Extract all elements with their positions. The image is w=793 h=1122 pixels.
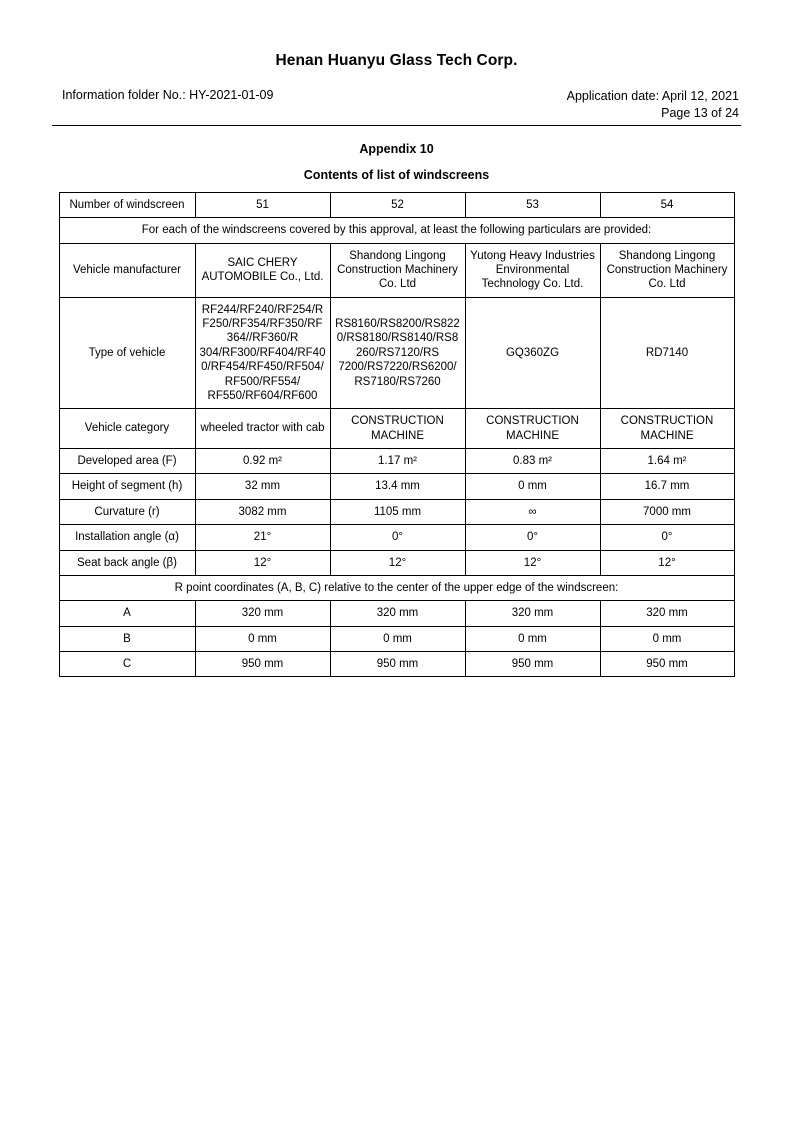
r-point-c-2: 950 mm (330, 652, 465, 677)
table-row (59, 550, 734, 575)
curvature-4: 7000 mm (600, 499, 734, 524)
windscreen-number-3: 53 (465, 192, 600, 217)
installation-angle-2: 0° (330, 525, 465, 550)
r-point-c-4: 950 mm (600, 652, 734, 677)
row-label-height-of-segment: Height of segment (h) (59, 474, 195, 499)
row-label-r-point-a: A (59, 601, 195, 626)
height-of-segment-1: 32 mm (195, 474, 330, 499)
table-row (59, 652, 734, 677)
row-label-vehicle-manufacturer: Vehicle manufacturer (59, 243, 195, 297)
table-row (59, 601, 734, 626)
row-label-r-point-b: B (59, 626, 195, 651)
vehicle-manufacturer-1: SAIC CHERY AUTOMOBILE Co., Ltd. (195, 243, 330, 297)
row-label-r-point-c: C (59, 652, 195, 677)
row-label-installation-angle: Installation angle (α) (59, 525, 195, 550)
r-point-b-4: 0 mm (600, 626, 734, 651)
table-row (59, 474, 734, 499)
seat-back-angle-4: 12° (600, 550, 734, 575)
company-title: Henan Huanyu Glass Tech Corp. (275, 52, 518, 69)
type-of-vehicle-4: RD7140 (600, 297, 734, 409)
seat-back-angle-2: 12° (330, 550, 465, 575)
height-of-segment-2: 13.4 mm (330, 474, 465, 499)
seat-back-angle-3: 12° (465, 550, 600, 575)
windscreen-number-1: 51 (195, 192, 330, 217)
curvature-1: 3082 mm (195, 499, 330, 524)
table-row (59, 575, 734, 600)
installation-angle-3: 0° (465, 525, 600, 550)
type-of-vehicle-1: RF244/RF240/RF254/RF250/RF354/RF350/RF364//RF360/R 304/RF300/RF404/RF400/RF454/RF450/RF504/RF500/RF554/ RF550/RF604/RF600 (195, 297, 330, 409)
curvature-3: ∞ (465, 499, 600, 524)
table-row (59, 626, 734, 651)
table-row (59, 499, 734, 524)
vehicle-category-2: CONSTRUCTION MACHINE (330, 409, 465, 449)
r-point-a-4: 320 mm (600, 601, 734, 626)
height-of-segment-4: 16.7 mm (600, 474, 734, 499)
table-row (59, 449, 734, 474)
vehicle-category-4: CONSTRUCTION MACHINE (600, 409, 734, 449)
developed-area-3: 0.83 m² (465, 449, 600, 474)
row-label-developed-area: Developed area (F) (59, 449, 195, 474)
r-point-c-1: 950 mm (195, 652, 330, 677)
r-point-b-3: 0 mm (465, 626, 600, 651)
vehicle-category-1: wheeled tractor with cab (195, 409, 330, 449)
vehicle-category-3: CONSTRUCTION MACHINE (465, 409, 600, 449)
contents-subtitle: Contents of list of windscreens (303, 167, 490, 182)
table-row (59, 525, 734, 550)
application-date: Application date: April 12, 2021 (566, 89, 739, 103)
seat-back-angle-1: 12° (195, 550, 330, 575)
installation-angle-1: 21° (195, 525, 330, 550)
developed-area-4: 1.64 m² (600, 449, 734, 474)
height-of-segment-3: 0 mm (465, 474, 600, 499)
installation-angle-4: 0° (600, 525, 734, 550)
vehicle-manufacturer-2: Shandong Lingong Construction Machinery Co. Ltd (330, 243, 465, 297)
table-row (59, 218, 734, 243)
developed-area-1: 0.92 m² (195, 449, 330, 474)
curvature-2: 1105 mm (330, 499, 465, 524)
r-point-a-2: 320 mm (330, 601, 465, 626)
r-point-b-1: 0 mm (195, 626, 330, 651)
type-of-vehicle-3: GQ360ZG (465, 297, 600, 409)
page-number: Page 13 of 24 (661, 105, 739, 120)
r-point-a-3: 320 mm (465, 601, 600, 626)
table-row (59, 297, 734, 409)
row-label-vehicle-category: Vehicle category (59, 409, 195, 449)
type-of-vehicle-2: RS8160/RS8200/RS8220/RS8180/RS8140/RS8260/RS7120/RS 7200/RS7220/RS6200/RS7180/RS7260 (330, 297, 465, 409)
meta-right-block (567, 88, 741, 122)
table-row (59, 192, 734, 217)
row-label-seat-back-angle: Seat back angle (β) (59, 550, 195, 575)
vehicle-manufacturer-4: Shandong Lingong Construction Machinery Co. Ltd (600, 243, 734, 297)
row-label-type-of-vehicle: Type of vehicle (59, 297, 195, 409)
windscreen-contents-table (59, 192, 735, 678)
appendix-title: Appendix 10 (359, 141, 434, 156)
table-row (59, 243, 734, 297)
windscreen-number-2: 52 (330, 192, 465, 217)
vehicle-manufacturer-3: Yutong Heavy Industries Environmental Technology Co. Ltd. (465, 243, 600, 297)
r-point-b-2: 0 mm (330, 626, 465, 651)
r-point-note: R point coordinates (A, B, C) relative to the center of the upper edge of the windscreen: (59, 575, 734, 600)
row-label-curvature: Curvature (r) (59, 499, 195, 524)
document-meta (52, 88, 741, 122)
r-point-c-3: 950 mm (465, 652, 600, 677)
particulars-note: For each of the windscreens covered by this approval, at least the following particulars are provided: (59, 218, 734, 243)
header-divider (52, 125, 741, 126)
r-point-a-1: 320 mm (195, 601, 330, 626)
row-label-number-of-windscreen: Number of windscreen (59, 192, 195, 217)
table-row (59, 409, 734, 449)
information-folder-number: Information folder No.: HY-2021-01-09 (62, 88, 274, 102)
developed-area-2: 1.17 m² (330, 449, 465, 474)
windscreen-number-4: 54 (600, 192, 734, 217)
